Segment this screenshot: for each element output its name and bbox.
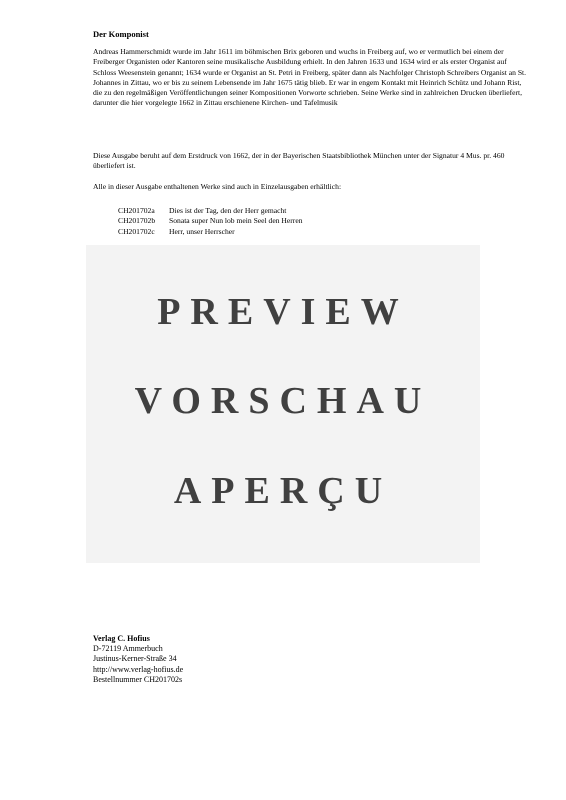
work-title: Dies ist der Tag, den der Herr gemacht [169, 206, 287, 215]
work-code: CH201702a [118, 206, 155, 215]
work-item [118, 227, 303, 237]
order-number: Bestellnummer CH201702s [93, 674, 183, 684]
preview-watermark-box [86, 245, 480, 563]
work-title: Herr, unser Herrscher [169, 226, 235, 236]
work-title: Sonata super Nun lob mein Seel den Herren [169, 216, 303, 226]
composer-biography-paragraph: Andreas Hammerschmidt wurde im Jahr 1611 im böhmischen Brix geboren und wuchs in Freiberg auf, wo er vermutlich bei einem der Freiberger Organisten oder Kantoren seine musikalische Ausbildung erhielt. In den Jahren 1633 und 1634 wird er als erster Organist auf Schloss Weesenstein genannt; 1634 wurde er Organist an St. Petri in Freiberg, später dann als Nachfolger Christoph Schreibers Organist an St. Johannes in Zittau, wo er bis zu seinem Lebensende im Jahr 1675 tätig blieb. Er war in engem Kontakt mit Heinrich Schütz und Johann Rist, die zu den regelmäßigen Veröffentlichungen seiner Kompositionen Vorworte schrieben. Seine Werke sind in zahlreichen Drucken überliefert, darunter die hier vorgelegte 1662 in Zittau erschienene Kirchen- und Tafelmusik [93, 47, 527, 108]
publisher-website: http://www.verlag-hofius.de [93, 664, 184, 674]
edition-source-paragraph: Diese Ausgabe beruht auf dem Erstdruck von 1662, der in der Bayerischen Staatsbibliothek München unter der Signatur 4 Mus. pr. 460 überliefert ist. [93, 151, 505, 171]
work-code: CH201702b [118, 216, 156, 226]
preview-watermark-english: PREVIEW [157, 291, 409, 333]
work-item [118, 206, 303, 216]
publisher-postal-code: D-72119 Ammerbuch [93, 644, 163, 654]
publisher-name: Verlag C. Hofius [93, 634, 150, 643]
work-item [118, 216, 303, 226]
preview-watermark-french: APERÇU [173, 470, 393, 512]
publisher-street: Justinus-Kerner-Straße 34 [93, 654, 177, 664]
single-editions-paragraph: Alle in dieser Ausgabe enthaltenen Werke sind auch in Einzelausgaben erhältlich: [93, 182, 342, 191]
preview-watermark-german: VORSCHAU [134, 380, 432, 422]
work-code: CH201702c [118, 226, 155, 236]
section-heading: Der Komponist [93, 29, 149, 39]
works-list [118, 206, 303, 237]
publisher-block [93, 634, 183, 685]
